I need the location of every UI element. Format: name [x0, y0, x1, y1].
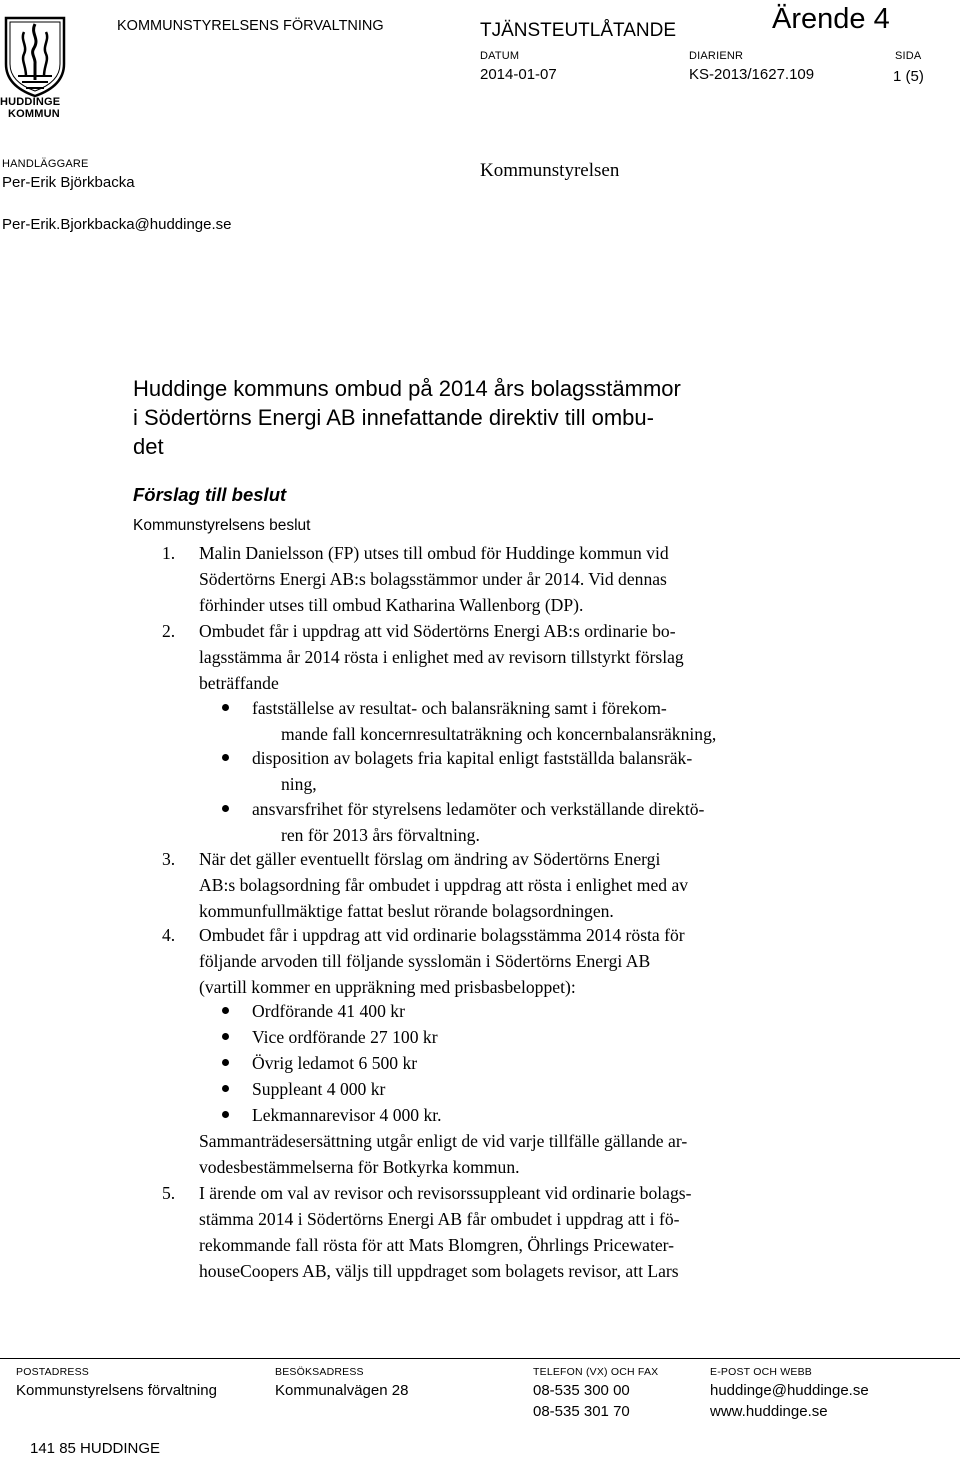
bullet-line: ning,: [281, 774, 317, 794]
huddinge-logo: [0, 10, 70, 122]
item-line: houseCoopers AB, väljs till uppdraget som bolagets revisor, att Lars: [199, 1261, 679, 1281]
decision-item-2: [162, 618, 842, 696]
item-line: stämma 2014 i Södertörns Energi AB får ombudet i uppdrag att i fö-: [199, 1209, 680, 1229]
doc-type: TJÄNSTEUTLÅTANDE: [480, 20, 677, 41]
bullet-icon: [222, 1033, 229, 1040]
decision-item-5: [162, 1180, 842, 1284]
item-line: Ombudet får i uppdrag att vid Södertörns Energi AB:s ordinarie bo-: [199, 621, 676, 641]
bullet-line: fastställelse av resultat- och balansräkning samt i förekom-: [252, 698, 667, 718]
item-line: beträffande: [199, 673, 279, 693]
footer-telefon: 08-535 300 00: [533, 1382, 630, 1399]
item-line: lagsstämma år 2014 rösta i enlighet med av revisorn tillstyrkt förslag: [199, 647, 684, 667]
footer-telefon-label: TELEFON (VX) OCH FAX: [533, 1366, 659, 1378]
item-line: Södertörns Energi AB:s bolagsstämmor under år 2014. Vid dennas: [199, 569, 667, 589]
bullet-line: ren för 2013 års förvaltning.: [281, 825, 480, 845]
bullet-icon: [222, 805, 229, 812]
handlaggare-email[interactable]: Per-Erik.Bjorkbacka@huddinge.se: [2, 216, 232, 233]
bullet-icon: [222, 1059, 229, 1066]
huddinge-crest-icon: [0, 10, 70, 100]
item-line: Ombudet får i uppdrag att vid ordinarie bolagsstämma 2014 rösta för: [199, 925, 685, 945]
handlaggare-label: HANDLÄGGARE: [2, 158, 89, 170]
item-line: Malin Danielsson (FP) utses till ombud för Huddinge kommun vid: [199, 543, 669, 563]
decision-item-4: [162, 922, 842, 1000]
proposal-heading: Förslag till beslut: [133, 484, 287, 505]
footer-postadress-2: 141 85 HUDDINGE: [30, 1440, 161, 1457]
bullet-item: [222, 695, 842, 747]
item-line: AB:s bolagsordning får ombudet i uppdrag att rösta i enlighet med av: [199, 875, 689, 895]
sida-value: 1 (5): [893, 68, 924, 85]
title-line: Huddinge kommuns ombud på 2014 års bolagsstämmor: [133, 376, 681, 401]
footer-postadress-1: Kommunstyrelsens förvaltning: [16, 1382, 217, 1399]
bullet-line: Vice ordförande 27 100 kr: [252, 1027, 438, 1047]
bullet-item: [222, 1102, 842, 1128]
item-number: 2.: [162, 621, 176, 641]
bullet-item: [222, 745, 842, 797]
bullet-icon: [222, 1007, 229, 1014]
datum-value: 2014-01-07: [480, 66, 557, 83]
item-number: 4.: [162, 925, 176, 945]
footer-besoksadress: Kommunalvägen 28: [275, 1382, 409, 1399]
item-line: förhinder utses till ombud Katharina Wallenborg (DP).: [199, 595, 584, 615]
datum-label: DATUM: [480, 50, 520, 62]
item-4-after: [199, 1128, 839, 1180]
item-line: följande arvoden till följande sysslomän i Södertörns Energi AB: [199, 951, 651, 971]
footer-webb[interactable]: www.huddinge.se: [710, 1403, 828, 1420]
bullet-line: mande fall koncernresultaträkning och koncernbalansräkning,: [281, 724, 717, 744]
proposal-intro: Kommunstyrelsens beslut: [133, 517, 311, 534]
bullet-item: [222, 1050, 842, 1076]
page-title: [133, 374, 833, 461]
item-line: kommunfullmäktige fattat beslut rörande bolagsordningen.: [199, 901, 614, 921]
logo-text-1: HUDDINGE: [0, 96, 61, 108]
bullet-line: disposition av bolagets fria kapital enligt fastställda balansräk-: [252, 748, 693, 768]
sida-label: SIDA: [895, 50, 922, 62]
bullet-icon: [222, 1111, 229, 1118]
bullet-line: Suppleant 4 000 kr: [252, 1079, 386, 1099]
bullet-item: [222, 796, 842, 848]
bullet-line: Lekmannarevisor 4 000 kr.: [252, 1105, 442, 1125]
arende-number: Ärende 4: [772, 3, 890, 35]
bullet-item: [222, 998, 842, 1024]
footer-divider: [0, 1358, 960, 1359]
decision-item-1: [162, 540, 842, 618]
bullet-line: Ordförande 41 400 kr: [252, 1001, 405, 1021]
item-line: (vartill kommer en uppräkning med prisbasbeloppet):: [199, 977, 576, 997]
item-line: Sammanträdesersättning utgår enligt de vid varje tillfälle gällande ar-: [199, 1131, 688, 1151]
logo-text-2: KOMMUN: [8, 108, 60, 120]
decision-item-3: [162, 846, 842, 924]
footer-postadress-label: POSTADRESS: [16, 1366, 89, 1378]
item-number: 1.: [162, 543, 176, 563]
bullet-line: Övrig ledamot 6 500 kr: [252, 1053, 418, 1073]
bullet-icon: [222, 754, 229, 761]
title-line: i Södertörns Energi AB innefattande direktiv till ombu-: [133, 405, 654, 430]
footer-epost[interactable]: huddinge@huddinge.se: [710, 1382, 869, 1399]
footer-besoksadress-label: BESÖKSADRESS: [275, 1366, 364, 1378]
diarienr-value: KS-2013/1627.109: [689, 66, 815, 83]
item-number: 3.: [162, 849, 176, 869]
handlaggare-name: Per-Erik Björkbacka: [2, 174, 135, 191]
bullet-line: ansvarsfrihet för styrelsens ledamöter och verkställande direktö-: [252, 799, 705, 819]
item-line: I ärende om val av revisor och revisorssuppleant vid ordinarie bolags-: [199, 1183, 692, 1203]
footer-epost-label: E-POST OCH WEBB: [710, 1366, 812, 1378]
title-line: det: [133, 434, 164, 459]
bullet-icon: [222, 704, 229, 711]
bullet-icon: [222, 1085, 229, 1092]
item-line: När det gäller eventuellt förslag om ändring av Södertörns Energi: [199, 849, 661, 869]
org-name: KOMMUNSTYRELSENS FÖRVALTNING: [117, 18, 384, 34]
bullet-item: [222, 1024, 842, 1050]
item-number: 5.: [162, 1183, 176, 1203]
item-line: rekommande fall rösta för att Mats Blomgren, Öhrlings Pricewater-: [199, 1235, 675, 1255]
bullet-item: [222, 1076, 842, 1102]
item-line: vodesbestämmelserna för Botkyrka kommun.: [199, 1157, 520, 1177]
footer-fax: 08-535 301 70: [533, 1403, 630, 1420]
diarienr-label: DIARIENR: [689, 50, 744, 62]
recipient: Kommunstyrelsen: [480, 160, 620, 181]
